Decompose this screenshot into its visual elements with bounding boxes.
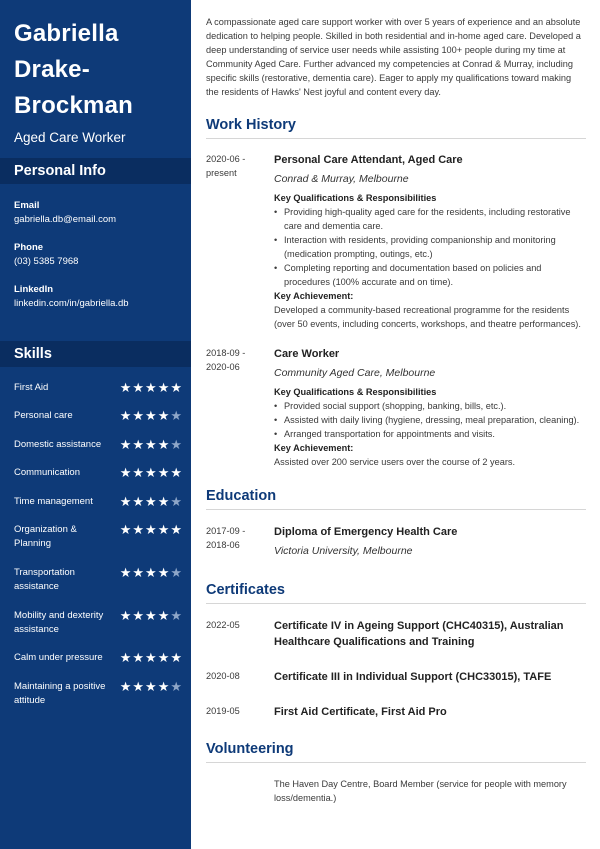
skill-row [14,495,182,509]
star-filled-icon: ★ [145,408,157,423]
certificates-heading: Certificates [206,582,586,604]
star-filled-icon: ★ [145,437,157,452]
star-filled-icon: ★ [132,565,145,580]
achievement-label: Key Achievement: [274,443,354,453]
skill-name: Time management [14,496,93,507]
skills-heading: Skills [0,341,191,367]
achievement-text: Assisted over 200 service users over the course of 2 years. [274,457,516,467]
name-block [0,0,191,145]
name-last-part-2: Brockman [14,92,133,119]
star-filled-icon: ★ [132,465,145,480]
skill-rating [120,438,182,452]
certificate-body [274,704,586,720]
star-filled-icon: ★ [145,522,157,537]
duties-label: Key Qualifications & Responsibilities [274,193,437,203]
skill-row [14,523,182,551]
skill-row [14,566,182,594]
star-filled-icon: ★ [132,608,145,623]
job-body [274,346,586,469]
certificate-title: First Aid Certificate, First Aid Pro [274,706,447,718]
star-empty-icon: ★ [170,608,182,623]
skill-row [14,409,182,423]
job-body [274,152,586,331]
star-filled-icon: ★ [145,650,157,665]
star-filled-icon: ★ [145,494,157,509]
skill-name: Transportation assistance [14,567,75,592]
education-date: 2017-09 - 2018-06 [206,526,246,550]
star-filled-icon: ★ [145,608,157,623]
duty-item: • Provided social support (shopping, banking, bills, etc.). [274,399,586,413]
skill-name: Communication [14,467,80,478]
phone-value[interactable]: (03) 5385 7968 [14,256,79,267]
star-filled-icon: ★ [119,522,132,537]
name-last-part-1: Drake- [14,56,90,83]
job-date: 2018-09 - 2020-06 [206,348,246,372]
certificate-body [274,669,586,685]
star-filled-icon: ★ [119,565,132,580]
star-empty-icon: ★ [170,408,182,423]
star-filled-icon: ★ [132,408,145,423]
volunteering-heading: Volunteering [206,741,586,763]
skill-rating [120,495,182,509]
duty-item: • Providing high-quality aged care for the residents, including restorative care and dementia care. [274,205,586,233]
degree-title: Diploma of Emergency Health Care [274,526,458,538]
phone-item [14,241,78,269]
linkedin-value[interactable]: linkedin.com/in/gabriella.db [14,298,129,309]
star-filled-icon: ★ [132,494,145,509]
institution: Victoria University, Melbourne [274,545,413,557]
certificate-date: 2022-05 [206,620,240,630]
star-filled-icon: ★ [157,522,170,537]
education-heading: Education [206,488,586,510]
profile-summary: A compassionate aged care support worker with over 5 years of experience and an absolute dedication to helping people. Skilled in both residential and in-home aged care. Developed a deep understanding of service user needs while assisting 100+ people during my time at Community Aged Care. Further advanced my competencies at Conrad & Murray, including specific skills (restorative, dementia care). Eager to apply my qualifications toward making the residents of Hawks' Nest joyful and content every day. [206,17,581,97]
duties-list [274,205,586,289]
certificate-title: Certificate III in Individual Support (CHC33015), TAFE [274,671,552,683]
star-filled-icon: ★ [119,408,132,423]
certificate-body [274,618,586,650]
skill-name: Mobility and dexterity assistance [14,610,104,635]
star-filled-icon: ★ [170,465,182,480]
skill-row [14,609,182,637]
skill-row [14,680,182,708]
email-item [14,199,116,227]
star-filled-icon: ★ [132,380,145,395]
name-first: Gabriella [14,20,119,47]
duties-list [274,399,586,441]
linkedin-label: LinkedIn [14,284,54,295]
skill-rating [120,680,182,694]
skill-rating [120,409,182,423]
star-filled-icon: ★ [157,608,170,623]
phone-label: Phone [14,242,44,253]
star-filled-icon: ★ [132,679,145,694]
duty-item: • Arranged transportation for appointments and visits. [274,427,586,441]
star-filled-icon: ★ [145,465,157,480]
star-filled-icon: ★ [157,465,170,480]
email-value[interactable]: gabriella.db@email.com [14,214,117,225]
star-filled-icon: ★ [132,650,145,665]
skill-row [14,466,182,480]
skill-name: Calm under pressure [14,652,103,663]
duty-item: • Assisted with daily living (hygiene, dressing, meal preparation, cleaning). [274,413,586,427]
star-empty-icon: ★ [170,679,182,694]
skill-row [14,381,182,395]
star-filled-icon: ★ [157,565,170,580]
star-empty-icon: ★ [170,437,182,452]
job-title: Personal Care Attendant, Aged Care [274,154,463,166]
job-employer: Conrad & Murray, Melbourne [274,173,409,185]
star-filled-icon: ★ [157,408,170,423]
star-filled-icon: ★ [119,494,132,509]
duties-label: Key Qualifications & Responsibilities [274,387,437,397]
education-body [274,524,586,558]
star-filled-icon: ★ [145,679,157,694]
certificate-date: 2019-05 [206,706,240,716]
star-filled-icon: ★ [157,679,170,694]
volunteering-text: The Haven Day Centre, Board Member (service for people with memory loss/dementia.) [274,779,567,803]
personal-info-heading: Personal Info [0,158,191,184]
skill-rating [120,466,182,480]
skill-rating [120,523,182,537]
star-filled-icon: ★ [132,437,145,452]
star-filled-icon: ★ [170,522,182,537]
star-empty-icon: ★ [170,565,182,580]
star-filled-icon: ★ [119,679,132,694]
skill-name: Organization & Planning [14,524,77,549]
skill-rating [120,566,182,580]
star-filled-icon: ★ [170,650,182,665]
skill-name: Personal care [14,410,73,421]
star-filled-icon: ★ [145,565,157,580]
job-title: Aged Care Worker [14,130,126,145]
skill-name: Maintaining a positive attitude [14,681,106,706]
star-filled-icon: ★ [119,608,132,623]
star-filled-icon: ★ [157,650,170,665]
email-label: Email [14,200,40,211]
star-filled-icon: ★ [132,522,145,537]
skill-row [14,438,182,452]
duty-item: • Interaction with residents, providing companionship and monitoring (medication prompting, outings, etc.) [274,233,586,261]
star-filled-icon: ★ [119,650,132,665]
skill-name: First Aid [14,382,49,393]
linkedin-item [14,283,129,311]
skill-rating [120,381,182,395]
skill-rating [120,609,182,623]
star-filled-icon: ★ [119,437,132,452]
certificate-date: 2020-08 [206,671,240,681]
sidebar [0,0,191,849]
volunteering-body [274,777,586,805]
duty-item: • Completing reporting and documentation based on policies and procedures (100% accurate and on time). [274,261,586,289]
star-filled-icon: ★ [157,437,170,452]
achievement-text: Developed a community-based recreational programme for the residents (over 50 events, including concerts, workshops, and theatre performances). [274,305,581,329]
star-filled-icon: ★ [145,380,157,395]
star-filled-icon: ★ [119,465,132,480]
achievement-label: Key Achievement: [274,291,354,301]
star-filled-icon: ★ [119,380,132,395]
certificate-title: Certificate IV in Ageing Support (CHC40315), Australian Healthcare Qualifications and Training [274,620,564,648]
skill-row [14,651,182,665]
star-empty-icon: ★ [170,494,182,509]
job-date: 2020-06 - present [206,154,246,178]
job-title: Care Worker [274,348,340,360]
skill-rating [120,651,182,665]
star-filled-icon: ★ [157,380,170,395]
star-filled-icon: ★ [157,494,170,509]
job-employer: Community Aged Care, Melbourne [274,367,436,379]
star-filled-icon: ★ [170,380,182,395]
work-history-heading: Work History [206,117,586,139]
skill-name: Domestic assistance [14,439,102,450]
